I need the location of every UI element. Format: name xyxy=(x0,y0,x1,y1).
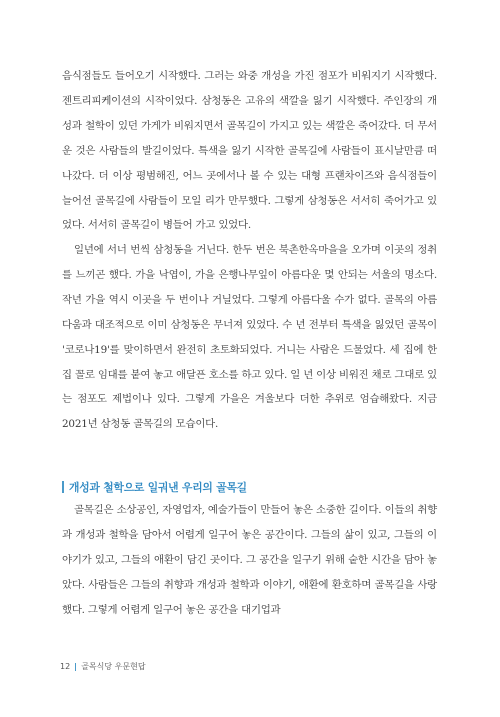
body-paragraph: 일년에 서너 번씩 삼청동을 거닌다. 한두 번은 북촌한옥마을을 오가며 이곳의 정취를 느끼곤 했다. 가을 낙엽이, 가을 은행나무잎이 아름다운 몇 안되는 서울의 명소다. 작년 가을 역시 이곳을 두 번이나 거닐었다. 그렇게 아름다울 수가 없다. 골목의 아름다움과 대조적으로 이미 삼청동은 무너져 있었다. 수 년 전부터 특색을 잃었던 골목이 '코로나19'를 맞이하면서 완전히 초토화되었다. 거니는 사람은 드물었다. 세 집에 한 집 꼴로 임대를 붙여 놓고 애달픈 호소를 하고 있다. 일 년 이상 비워진 채로 그대로 있는 점포도 제법이나 있다. 그렇게 가을은 겨울보다 더한 추위로 엄습해왔다. 지금 2021년 삼청동 골목길의 모습이다. xyxy=(62,244,437,431)
running-title: 골목식당 우문현답 xyxy=(81,662,146,671)
page-footer xyxy=(60,661,146,672)
section-title: 개성과 철학으로 일궈낸 우리의 골목길 xyxy=(69,480,247,494)
body-paragraph: 음식점들도 들어오기 시작했다. 그러는 와중 개성을 가진 점포가 비워지기 시작했다. 젠트리피케이션의 시작이었다. 삼청동은 고유의 색깔을 잃기 시작했다. 주인장의 개성과 철학이 있던 가게가 비워지면서 골목길이 가지고 있는 색깔은 죽어갔다. 더 무서운 것은 사람들의 발길이었다. 특색을 잃기 시작한 골목길에 사람들이 표시날만큼 떠나갔다. 더 이상 평범해진, 어느 곳에서나 볼 수 있는 대형 프랜차이즈와 음식점들이 늘어선 골목길에 사람들이 모일 리가 만무했다. 그렇게 삼청동은 서서히 죽어가고 있었다. 서서히 골목길이 병들어 가고 있었다. xyxy=(62,70,437,232)
footer-divider xyxy=(75,663,76,671)
body-paragraph: 골목길은 소상공인, 자영업자, 예술가들이 만들어 놓은 소중한 길이다. 이들의 취향과 개성과 철학을 담아서 어렵게 일구어 놓은 공간이다. 그들의 삶이 있고, 그들의 이야기가 있고, 그들의 애환이 담긴 곳이다. 그 공간을 일구기 위해 숱한 시간을 담아 놓았다. 사람들은 그들의 취향과 개성과 철학과 이야기, 애환에 환호하며 골목길을 사랑했다. 그렇게 어렵게 일구어 놓은 공간을 대기업과 xyxy=(62,504,437,616)
page-number: 12 xyxy=(60,662,71,671)
section-heading xyxy=(62,479,247,495)
section-marker-bar xyxy=(62,481,64,493)
